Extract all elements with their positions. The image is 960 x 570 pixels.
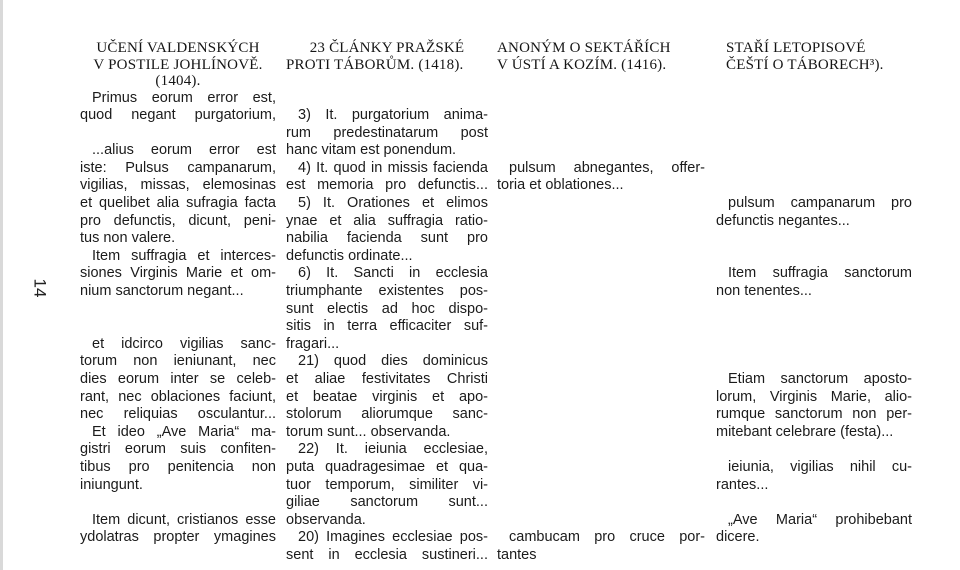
text-line: rum predestinatarum post: [286, 124, 488, 141]
column-heading: [80, 40, 276, 90]
text-line: [80, 318, 276, 336]
text-line: dicere.: [716, 529, 760, 546]
text-line: [497, 90, 705, 108]
text-line: [716, 125, 912, 143]
text-line: [497, 353, 705, 371]
text-line: „Ave Maria“ prohibebant: [728, 511, 912, 528]
heading-line: 23 ČLÁNKY PRAŽSKÉ: [309, 40, 465, 56]
text-line: [716, 160, 912, 178]
text-line: [716, 248, 912, 266]
text-line: [497, 107, 705, 125]
text-line: [716, 177, 912, 195]
text-line: iste: Pulsus campanarum,: [80, 159, 276, 176]
text-line: gistri eorum suis confiten-: [80, 441, 276, 458]
text-line: est memoria pro defunctis...: [286, 177, 488, 194]
text-line: toria et oblationes...: [497, 177, 624, 194]
text-line: sitis in terra efficaciter suf-: [286, 318, 488, 335]
text-line: torum sunt... observanda.: [286, 423, 451, 440]
text-line: pulsum abnegantes, offer-: [509, 159, 705, 176]
heading-line: [286, 73, 488, 90]
text-line: [286, 90, 488, 108]
text-line: [716, 90, 912, 108]
text-line: Item dicunt, cristianos esse: [92, 511, 276, 528]
column-heading: [497, 40, 705, 90]
text-line: [497, 301, 705, 319]
text-line: dies eorum inter se celeb-: [80, 371, 276, 387]
text-line: Item suffragia sanctorum: [728, 265, 912, 282]
text-line: 20) Imagines ecclesiae pos-: [298, 529, 488, 546]
column-body: [716, 90, 912, 547]
text-line: [497, 441, 705, 459]
text-line: [716, 494, 912, 512]
text-line: 21) quod dies dominicus: [298, 353, 488, 370]
text-line: ieiunia, vigilias nihil cu-: [728, 458, 912, 475]
text-line: fragari...: [286, 335, 340, 352]
text-line: tus non valere.: [80, 230, 176, 247]
column-heading: [716, 40, 912, 90]
text-line: [716, 301, 912, 319]
text-line: [497, 142, 705, 160]
text-line: [497, 477, 705, 495]
text-line: tuor temporum, similiter vi-: [286, 476, 488, 493]
text-line: [497, 265, 705, 283]
heading-line: ČEŠTÍ O TÁBORECH³).: [726, 56, 884, 73]
text-line: tantes: [497, 546, 537, 563]
text-line: 4) It. quod in missis facienda: [298, 159, 488, 176]
text-line: [716, 230, 912, 248]
text-line: quod negant purgatorium,: [80, 107, 276, 124]
text-line: [716, 441, 912, 459]
text-line: Item suffragia et interces-: [92, 247, 276, 264]
column-anonymous-sectarians: [497, 40, 705, 565]
text-line: [497, 424, 705, 442]
text-line: triumphante existentes pos-: [286, 283, 488, 300]
text-line: Primus eorum error est,: [92, 89, 276, 106]
text-line: sunt electis ad hoc dispo-: [286, 300, 488, 317]
text-line: nabilia facienda sunt pro: [286, 230, 488, 247]
heading-line: V ÚSTÍ A KOZÍM. (1416).: [497, 56, 667, 73]
text-line: [497, 512, 705, 530]
text-line: [80, 494, 276, 512]
text-line: rantes...: [716, 476, 769, 493]
text-line: defunctis negantes...: [716, 212, 850, 229]
text-line: iniungunt.: [80, 476, 143, 493]
text-line: [716, 318, 912, 336]
heading-line: (1404).: [155, 73, 201, 89]
text-line: puta quadragesimae et qua-: [286, 458, 488, 475]
text-line: [497, 406, 705, 424]
heading-line: V POSTILE JOHLÍNOVĚ.: [93, 56, 263, 73]
text-line: [497, 389, 705, 407]
text-line: 22) It. ieiunia ecclesiae,: [298, 441, 488, 458]
text-line: 3) It. purgatorium anima-: [298, 107, 488, 124]
text-line: 5) It. Orationes et elimos: [298, 195, 488, 212]
text-line: et aliae festivitates Christi: [286, 371, 488, 387]
text-line: siones Virginis Marie et om-: [80, 265, 276, 282]
heading-line: [497, 73, 705, 90]
text-line: cambucam pro cruce por-: [509, 529, 705, 546]
heading-line: STAŘÍ LETOPISOVÉ: [726, 40, 866, 56]
column-body: [497, 90, 705, 565]
text-line: observanda.: [286, 511, 366, 528]
text-line: [716, 336, 912, 354]
text-line: [497, 125, 705, 143]
text-line: et idcirco vigilias sanc-: [92, 335, 276, 352]
heading-line: PROTI TÁBORŮM. (1418).: [286, 56, 464, 73]
text-line: ynae et alia suffragia ratio-: [286, 212, 488, 229]
text-line: Etiam sanctorum aposto-: [728, 371, 912, 387]
text-line: rumque sanctorum non per-: [716, 406, 912, 423]
text-line: [716, 353, 912, 371]
text-line: [497, 494, 705, 512]
column-body: [286, 90, 488, 565]
text-line: nium sanctorum negant...: [80, 283, 244, 300]
column-heading: [286, 40, 488, 90]
column-body: [80, 90, 276, 547]
column-valdensian-teaching: [80, 40, 276, 547]
text-line: [497, 230, 705, 248]
text-line: [497, 213, 705, 231]
text-line: [497, 195, 705, 213]
text-line: et beatae virginis et apo-: [286, 388, 488, 405]
scan-edge: [0, 0, 3, 570]
text-line: [716, 142, 912, 160]
text-line: nec reliquias osculantur...: [80, 406, 276, 423]
text-line: stolorum aliorumque sanc-: [286, 406, 488, 423]
text-line: pro defunctis, dicunt, peni-: [80, 212, 276, 229]
heading-line: [726, 73, 912, 90]
text-line: [497, 248, 705, 266]
text-line: [497, 459, 705, 477]
text-line: 6) It. Sancti in ecclesia: [298, 265, 488, 282]
text-line: non tenentes...: [716, 283, 812, 300]
text-line: [497, 336, 705, 354]
text-line: Et ideo „Ave Maria“ ma-: [92, 423, 276, 440]
heading-line: UČENÍ VALDENSKÝCH: [96, 40, 260, 56]
text-line: ...alius eorum error est: [92, 142, 276, 159]
text-line: torum non ieniunant, nec: [80, 353, 276, 370]
text-line: vigilias, missas, elemosinas: [80, 177, 276, 194]
text-line: giliae sanctorum sunt...: [286, 494, 488, 511]
text-line: [716, 107, 912, 125]
text-line: ydolatras propter ymagines: [80, 529, 276, 546]
column-old-czech-chronicles: [716, 40, 912, 547]
column-prague-articles: [286, 40, 488, 565]
text-line: [497, 371, 705, 389]
text-line: defunctis ordinate...: [286, 247, 413, 264]
text-line: sent in ecclesia sustineri...: [286, 546, 488, 563]
text-line: lorum, Virginis Marie, alio-: [716, 388, 912, 405]
text-line: mitebant celebrare (festa)...: [716, 423, 894, 440]
page-number: 14: [30, 278, 50, 298]
text-line: rant, nec oblaciones faciunt,: [80, 388, 276, 405]
text-line: pulsum campanarum pro: [728, 195, 912, 212]
text-line: et quelibet alia sufragia facta: [80, 195, 276, 212]
text-line: [497, 283, 705, 301]
text-line: [80, 125, 276, 143]
text-line: hanc vitam est ponendum.: [286, 142, 457, 159]
text-line: [80, 301, 276, 319]
heading-line: ANONÝM O SEKTÁŘÍCH: [497, 40, 671, 56]
text-line: [497, 318, 705, 336]
text-line: tibus pro penitencia non: [80, 458, 276, 475]
